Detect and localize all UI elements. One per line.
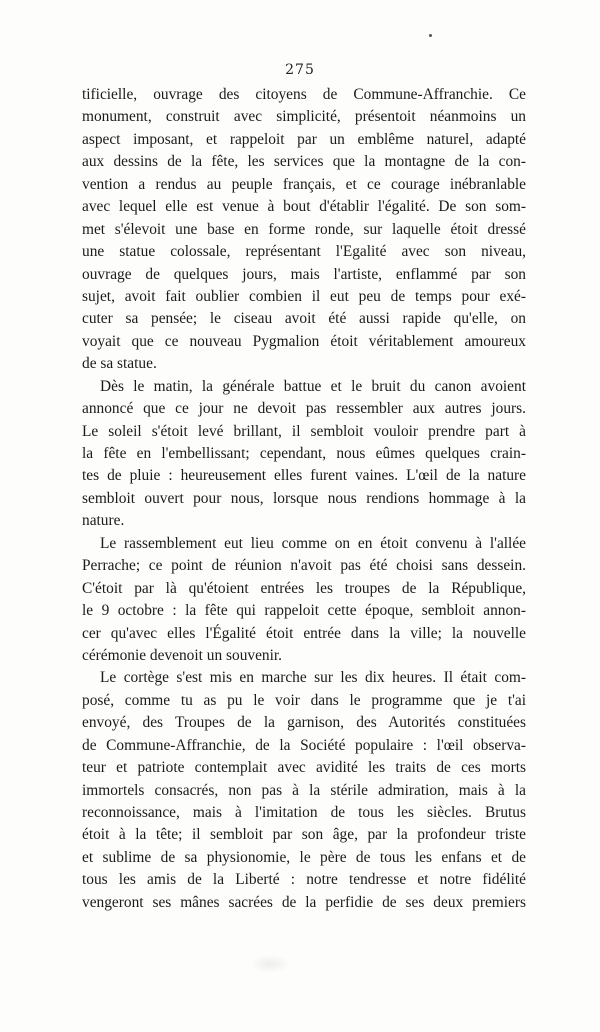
text-line: met s'élevoit une base en forme ronde, sur laquelle étoit dressé: [82, 220, 526, 238]
text-line: Le soleil s'étoit levé brillant, il sembloit vouloir prendre part à: [82, 422, 526, 440]
paper-smudge: [250, 955, 290, 973]
text-line: de sa statue.: [82, 355, 157, 373]
text-line: sujet, avoit fait oublier combien il eut peu de temps pour exé-: [82, 287, 526, 305]
paragraph-start-line: Dès le matin, la générale battue et le bruit du canon avoient: [100, 377, 526, 395]
text-line: reconnoissance, mais à l'imitation de tous les siècles. Brutus: [82, 804, 526, 821]
text-line: teur et patriote contemplait avec avidité les traits de ces morts: [82, 759, 526, 777]
text-line: sembloit ouvert pour nous, lorsque nous rendions hommage à la: [82, 489, 526, 507]
text-line: le 9 octobre : la fête qui rappeloit cette époque, sembloit annon-: [82, 602, 526, 620]
page-number: 275: [285, 62, 315, 78]
text-line: tes de pluie : heureusement elles furent vaines. L'œil de la nature: [82, 467, 526, 485]
text-line: et sublime de sa physionomie, le père de tous les enfans et de: [82, 848, 526, 866]
text-line: cer qu'avec elles l'Égalité étoit entrée dans la ville; la nouvelle: [82, 624, 526, 642]
text-line: vention a rendus au peuple français, et ce courage inébranlable: [82, 175, 526, 193]
text-line: envoyé, des Troupes de la garnison, des Autorités constituées: [82, 714, 526, 732]
text-line: Perrache; ce point de réunion n'avoit pas été choisi sans dessein.: [82, 557, 526, 575]
text-line: une statue colossale, représentant l'Egalité avec son niveau,: [82, 243, 526, 261]
text-line: nature.: [82, 512, 125, 530]
text-line: aspect imposant, et rappeloit par un emblême naturel, adapté: [82, 130, 526, 148]
text-line: vengeront ses mânes sacrées de la perfidie de ses deux premiers: [82, 893, 526, 911]
body-text: [82, 84, 526, 914]
text-line: voyait que ce nouveau Pygmalion étoit véritablement amoureux: [82, 332, 526, 350]
text-line: posé, comme tu as pu le voir dans le programme que je t'ai: [82, 691, 526, 709]
text-line: tificielle, ouvrage des citoyens de Commune-Affranchie. Ce: [82, 86, 526, 103]
text-line: C'étoit par là qu'étoient entrées les troupes de la République,: [82, 579, 526, 597]
text-line: ouvrage de quelques jours, mais l'artiste, enflammé par son: [82, 265, 526, 283]
text-line: aux dessins de la fête, les services que la montagne de la con-: [82, 153, 526, 171]
paragraph-start-line: Le rassemblement eut lieu comme on en étoit convenu à l'allée: [100, 534, 526, 552]
text-line: tous les amis de la Liberté : notre tendresse et notre fidélité: [82, 871, 526, 889]
paragraph-start-line: Le cortège s'est mis en marche sur les dix heures. Il était com-: [100, 669, 526, 687]
text-line: de Commune-Affranchie, de la Société populaire : l'œil observa-: [82, 736, 526, 754]
text-line: cuter sa pensée; le ciseau avoit été aussi rapide qu'elle, on: [82, 310, 526, 328]
text-line: étoit à la tête; il sembloit par son âge, par la profondeur triste: [82, 826, 526, 844]
ink-speck: [429, 34, 432, 37]
text-line: annoncé que ce jour ne devoit pas ressembler aux autres jours.: [82, 400, 526, 418]
text-line: cérémonie devenoit un souvenir.: [82, 646, 283, 664]
text-line: avec lequel elle est venue à bout d'établir l'égalité. De son som-: [82, 198, 526, 216]
text-line: monument, construit avec simplicité, présentoit néanmoins un: [82, 108, 526, 126]
text-line: immortels consacrés, non pas à la stérile admiration, mais à la: [82, 781, 526, 799]
text-line: la fête en l'embellissant; cependant, nous eûmes quelques crain-: [82, 445, 526, 462]
